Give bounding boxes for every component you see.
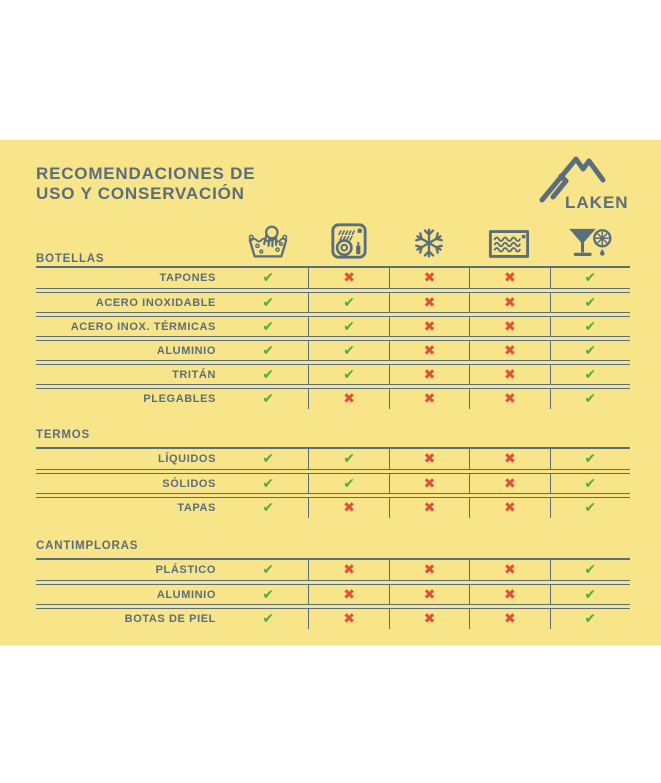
row-label: PLÁSTICO — [155, 564, 216, 576]
check-mark: ✔ — [584, 586, 597, 603]
cross-mark: ✖ — [504, 500, 516, 516]
check-mark: ✔ — [262, 342, 275, 359]
mark-cell-freezer — [389, 585, 469, 604]
row-label: ALUMINIO — [156, 588, 216, 601]
cross-mark: ✖ — [504, 562, 516, 578]
table-row — [36, 292, 630, 313]
table-row — [36, 560, 630, 581]
mark-cell-hand-wash — [228, 389, 308, 409]
mark-cell-hand-wash — [228, 341, 308, 360]
mark-cell-freezer — [389, 560, 469, 580]
mark-cell-microwave — [469, 365, 549, 384]
mark-cell-freezer — [389, 498, 469, 518]
mark-cell-dishwasher — [308, 498, 388, 518]
mark-cell-freezer — [389, 474, 469, 493]
cross-mark: ✖ — [343, 586, 355, 603]
check-mark: ✔ — [584, 342, 597, 359]
mark-cell-dishwasher — [308, 585, 388, 604]
mark-cell-hand-wash — [228, 560, 308, 580]
mark-cell-dishwasher — [308, 449, 388, 469]
mountain-icon — [528, 150, 628, 216]
check-mark: ✔ — [343, 451, 355, 467]
cross-mark: ✖ — [423, 318, 436, 335]
mark-cell-microwave — [469, 449, 549, 469]
recommendations-card — [0, 140, 661, 645]
column-dishwasher — [308, 222, 388, 269]
mark-cell-freezer — [389, 341, 469, 360]
page-title-line1: RECOMENDACIONES DE — [36, 164, 256, 183]
cross-mark: ✖ — [423, 562, 436, 578]
check-mark: ✔ — [584, 611, 597, 627]
cross-mark: ✖ — [423, 500, 436, 516]
cross-mark: ✖ — [423, 270, 436, 286]
check-mark: ✔ — [343, 294, 355, 311]
mark-cell-beverages — [550, 389, 630, 409]
mark-cell-microwave — [469, 341, 549, 360]
cross-mark: ✖ — [423, 586, 436, 603]
check-mark: ✔ — [343, 342, 355, 359]
mark-cell-freezer — [389, 449, 469, 469]
check-mark: ✔ — [584, 294, 597, 311]
cross-mark: ✖ — [343, 562, 355, 578]
check-mark: ✔ — [262, 451, 275, 467]
row-label: ACERO INOX. TÉRMICAS — [70, 320, 216, 333]
mark-cell-freezer — [389, 268, 469, 288]
table-row — [36, 316, 630, 337]
mark-cell-dishwasher — [308, 560, 388, 580]
row-label: SÓLIDOS — [162, 477, 216, 490]
column-beverages — [550, 226, 630, 269]
check-mark: ✔ — [343, 475, 355, 492]
row-label: ALUMINIO — [156, 344, 216, 357]
mark-cell-microwave — [469, 585, 549, 604]
mark-cell-microwave — [469, 609, 549, 629]
cross-mark: ✖ — [343, 270, 355, 286]
cross-mark: ✖ — [343, 391, 355, 407]
cross-mark: ✖ — [504, 391, 516, 407]
section-title-cantimploras: CANTIMPLORAS — [36, 540, 139, 552]
check-mark: ✔ — [262, 294, 275, 311]
section-title-termos: TERMOS — [36, 429, 90, 441]
mark-cell-microwave — [469, 293, 549, 312]
row-label: LÍQUIDOS — [158, 453, 216, 465]
row-label: TRITÁN — [172, 368, 216, 381]
mark-cell-freezer — [389, 389, 469, 409]
page-title-line2: USO Y CONSERVACIÓN — [36, 184, 245, 203]
section-header-cantimploras — [36, 536, 630, 560]
section-botellas-rows — [36, 268, 630, 409]
cross-mark: ✖ — [423, 391, 436, 407]
table-row — [36, 340, 630, 361]
check-mark: ✔ — [584, 270, 597, 286]
row-label: TAPAS — [177, 502, 216, 514]
row-label: ACERO INOXIDABLE — [95, 296, 216, 309]
mark-cell-dishwasher — [308, 474, 388, 493]
column-hand-wash — [228, 224, 308, 269]
mark-cell-dishwasher — [308, 389, 388, 409]
mark-cell-beverages — [550, 293, 630, 312]
mark-cell-microwave — [469, 498, 549, 518]
hand-wash-icon — [246, 224, 290, 260]
mark-cell-microwave — [469, 317, 549, 336]
table-row — [36, 473, 630, 494]
mark-cell-beverages — [550, 317, 630, 336]
mark-cell-beverages — [550, 365, 630, 384]
mark-cell-beverages — [550, 585, 630, 604]
mark-cell-dishwasher — [308, 317, 388, 336]
check-mark: ✔ — [584, 318, 597, 335]
cross-mark: ✖ — [423, 475, 436, 492]
mark-cell-hand-wash — [228, 268, 308, 288]
cross-mark: ✖ — [504, 611, 516, 627]
dishwasher-icon — [330, 222, 368, 260]
cross-mark: ✖ — [504, 366, 516, 383]
table-row — [36, 268, 630, 289]
mark-cell-dishwasher — [308, 609, 388, 629]
cross-mark: ✖ — [423, 366, 436, 383]
cross-mark: ✖ — [504, 451, 516, 467]
mark-cell-hand-wash — [228, 293, 308, 312]
table-row — [36, 608, 630, 629]
check-mark: ✔ — [262, 500, 275, 516]
mark-cell-beverages — [550, 609, 630, 629]
check-mark: ✔ — [584, 451, 597, 467]
cross-mark: ✖ — [423, 451, 436, 467]
mark-cell-beverages — [550, 449, 630, 469]
table-row — [36, 497, 630, 518]
row-label: BOTAS DE PIEL — [124, 613, 216, 625]
mark-cell-hand-wash — [228, 449, 308, 469]
mark-cell-microwave — [469, 474, 549, 493]
brand-wordmark: LAKEN — [565, 193, 628, 212]
check-mark: ✔ — [262, 611, 275, 627]
microwave-icon — [488, 228, 530, 260]
row-label: PLEGABLES — [143, 393, 216, 405]
column-freezer — [389, 226, 469, 269]
mark-cell-microwave — [469, 268, 549, 288]
snowflake-icon — [413, 226, 445, 260]
check-mark: ✔ — [584, 366, 597, 383]
section-header-termos — [36, 425, 630, 449]
mark-cell-dishwasher — [308, 365, 388, 384]
check-mark: ✔ — [343, 318, 355, 335]
mark-cell-dishwasher — [308, 268, 388, 288]
check-mark: ✔ — [262, 270, 275, 286]
table-row — [36, 364, 630, 385]
cross-mark: ✖ — [504, 586, 516, 603]
mark-cell-hand-wash — [228, 365, 308, 384]
mark-cell-hand-wash — [228, 585, 308, 604]
cross-mark: ✖ — [504, 342, 516, 359]
table-row — [36, 584, 630, 605]
mark-cell-microwave — [469, 560, 549, 580]
cross-mark: ✖ — [423, 342, 436, 359]
cross-mark: ✖ — [504, 318, 516, 335]
cross-mark: ✖ — [343, 611, 355, 627]
table-column-header — [36, 222, 630, 268]
mark-cell-beverages — [550, 268, 630, 288]
cross-mark: ✖ — [504, 475, 516, 492]
card-header — [36, 164, 630, 212]
check-mark: ✔ — [262, 318, 275, 335]
check-mark: ✔ — [262, 366, 275, 383]
check-mark: ✔ — [262, 391, 275, 407]
section-termos-rows — [36, 449, 630, 518]
mark-cell-hand-wash — [228, 474, 308, 493]
mark-cell-microwave — [469, 389, 549, 409]
cross-mark: ✖ — [423, 294, 436, 311]
laken-logo — [528, 150, 628, 216]
mark-cell-beverages — [550, 560, 630, 580]
check-mark: ✔ — [584, 391, 597, 407]
section-cantimploras-rows — [36, 560, 630, 629]
cross-mark: ✖ — [423, 611, 436, 627]
check-mark: ✔ — [343, 366, 355, 383]
mark-cell-freezer — [389, 609, 469, 629]
mark-cell-beverages — [550, 341, 630, 360]
check-mark: ✔ — [262, 475, 275, 492]
cross-mark: ✖ — [504, 294, 516, 311]
check-mark: ✔ — [584, 500, 597, 516]
check-mark: ✔ — [584, 562, 597, 578]
row-label: TAPONES — [159, 272, 216, 284]
cocktail-citrus-icon — [567, 226, 613, 260]
cross-mark: ✖ — [504, 270, 516, 286]
mark-cell-dishwasher — [308, 341, 388, 360]
mark-cell-hand-wash — [228, 498, 308, 518]
mark-cell-freezer — [389, 317, 469, 336]
check-mark: ✔ — [262, 562, 275, 578]
check-mark: ✔ — [262, 586, 275, 603]
column-microwave — [469, 228, 549, 269]
table-row — [36, 449, 630, 470]
mark-cell-hand-wash — [228, 609, 308, 629]
mark-cell-dishwasher — [308, 293, 388, 312]
mark-cell-beverages — [550, 474, 630, 493]
section-title-botellas: BOTELLAS — [36, 253, 105, 265]
cross-mark: ✖ — [343, 500, 355, 516]
mark-cell-freezer — [389, 293, 469, 312]
mark-cell-beverages — [550, 498, 630, 518]
mark-cell-freezer — [389, 365, 469, 384]
check-mark: ✔ — [584, 475, 597, 492]
mark-cell-hand-wash — [228, 317, 308, 336]
table-row — [36, 388, 630, 409]
